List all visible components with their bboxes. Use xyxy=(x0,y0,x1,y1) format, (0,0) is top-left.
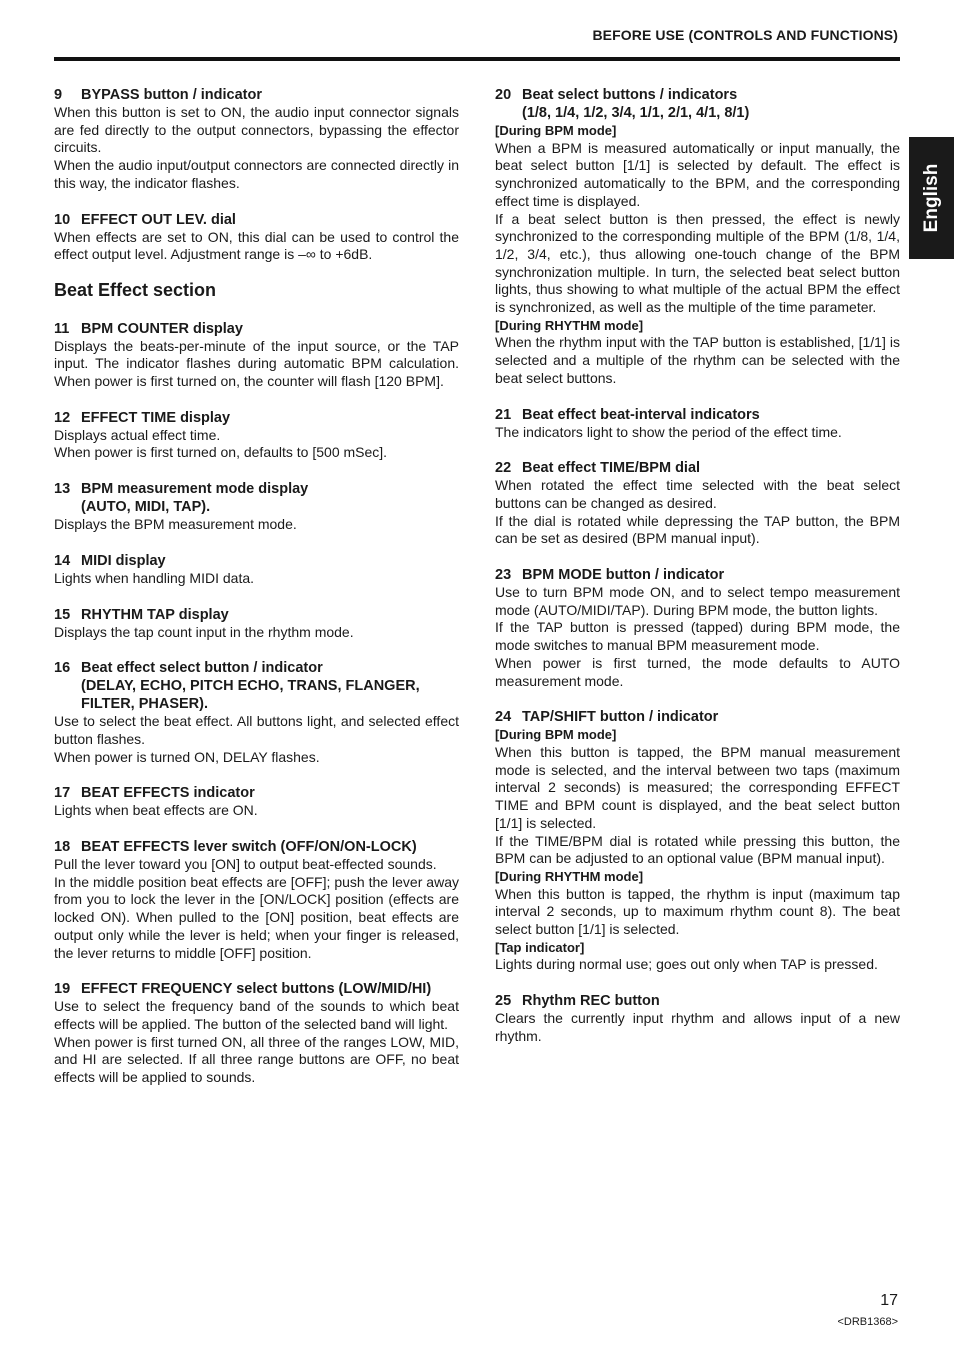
manual-item xyxy=(54,659,459,766)
item-heading xyxy=(54,980,459,998)
mode-label: [During BPM mode] xyxy=(495,123,617,138)
manual-item xyxy=(495,708,900,974)
manual-item xyxy=(54,409,459,462)
mode-label: [During RHYTHM mode] xyxy=(495,868,644,884)
item-paragraph: Lights during normal use; goes out only when TAP is pressed. xyxy=(495,956,878,973)
item-title: BPM COUNTER display xyxy=(81,320,243,337)
item-number: 21 xyxy=(495,406,512,423)
item-body xyxy=(54,570,459,588)
item-heading xyxy=(54,659,459,713)
item-body xyxy=(54,713,459,766)
item-number: 18 xyxy=(54,839,71,856)
item-heading xyxy=(495,86,900,122)
language-tab xyxy=(909,137,954,259)
item-subtitle: (DELAY, ECHO, PITCH ECHO, TRANS, FLANGER, FILTER, PHASER). xyxy=(81,678,420,713)
item-paragraph: Use to turn BPM mode ON, and to select tempo measurement mode (AUTO/MIDI/TAP). During BPM mode, the button lights. xyxy=(495,584,900,618)
item-body xyxy=(495,477,900,548)
item-body xyxy=(54,229,459,264)
item-title: MIDI display xyxy=(81,552,166,569)
item-paragraph: When a BPM is measured automatically or input manually, the beat select button [1/1] is selected by default. The effect is synchronized automatically to the BPM, and the corresponding effect time is displayed. xyxy=(495,139,900,209)
item-number: 12 xyxy=(54,409,71,426)
item-body xyxy=(495,726,900,974)
item-title: BYPASS button / indicator xyxy=(81,87,262,103)
item-title: EFFECT FREQUENCY select buttons (LOW/MID/HI) xyxy=(81,981,432,998)
manual-item xyxy=(495,406,900,442)
item-body xyxy=(495,122,900,388)
item-paragraph: When power is first turned, the mode defaults to AUTO measurement mode. xyxy=(495,654,900,689)
item-paragraph: If the TIME/BPM dial is rotated while pressing this button, the BPM can be adjusted to an optional value (BPM manual input). xyxy=(495,832,900,867)
item-number: 17 xyxy=(54,785,71,802)
item-number: 16 xyxy=(54,660,71,677)
mode-label: [During BPM mode] xyxy=(495,727,617,743)
header-rule xyxy=(54,57,900,61)
item-heading xyxy=(54,409,459,427)
manual-item xyxy=(495,86,900,388)
item-paragraph: If the TAP button is pressed (tapped) during BPM mode, the mode switches to manual BPM measurement mode. xyxy=(495,619,900,654)
manual-item xyxy=(54,86,459,193)
item-paragraph: Displays actual effect time. xyxy=(54,426,221,443)
mode-label: [Tap indicator] xyxy=(495,939,585,955)
item-paragraph: If the dial is rotated while depressing the TAP button, the BPM can be set as desired (BPM manual input). xyxy=(495,512,900,547)
item-heading xyxy=(54,606,459,624)
manual-item xyxy=(495,992,900,1045)
item-heading xyxy=(54,320,459,338)
language-tab-label: English xyxy=(920,163,942,233)
item-number: 25 xyxy=(495,993,512,1010)
manual-item xyxy=(495,459,900,548)
item-paragraph: Clears the currently input rhythm and allows input of a new rhythm. xyxy=(495,1010,900,1044)
item-title: BEAT EFFECTS lever switch (OFF/ON/ON-LOCK) xyxy=(81,839,417,856)
item-body xyxy=(495,584,900,690)
item-paragraph: When power is first turned ON, all three of the ranges LOW, MID, and HI are selected. If all three range buttons are OFF, no beat effects will be applied to sounds. xyxy=(54,1033,459,1086)
document-code: <DRB1368> xyxy=(837,1316,898,1328)
item-title: BPM measurement mode display xyxy=(81,481,309,498)
item-title: Beat effect select button / indicator xyxy=(81,660,323,677)
manual-item xyxy=(54,980,459,1087)
item-number: 10 xyxy=(54,211,71,228)
item-paragraph: Displays the BPM measurement mode. xyxy=(54,516,297,533)
page-number: 17 xyxy=(880,1292,898,1309)
manual-item xyxy=(54,552,459,588)
item-paragraph: When the audio input/output connectors are connected directly in this way, the indicator flashes. xyxy=(54,157,459,191)
item-paragraph: When the rhythm input with the TAP button is established, [1/1] is selected and a multiple of the rhythm can be selected with the beat select buttons. xyxy=(495,334,900,386)
item-title: Beat effect TIME/BPM dial xyxy=(522,460,701,477)
item-title: Beat effect beat-interval indicators xyxy=(522,406,760,423)
manual-item xyxy=(54,320,459,391)
item-paragraph: When this button is set to ON, the audio input connector signals are fed directly to the output connectors, bypassing the effector circuits. xyxy=(54,104,459,156)
item-number: 20 xyxy=(495,87,512,103)
item-number: 19 xyxy=(54,981,71,998)
item-paragraph: Displays the beats-per-minute of the input source, or the TAP input. The indicator flashes during automatic BPM calculation. When power is first turned on, the counter will flash [120 BPM]. xyxy=(54,337,459,390)
item-paragraph: When this button is tapped, the rhythm is input (maximum tap interval 2 seconds, up to maximum rhythm count 8). The beat select button [1/1] is selected. xyxy=(495,885,900,938)
item-paragraph: Lights when beat effects are ON. xyxy=(54,802,258,819)
item-title: EFFECT OUT LEV. dial xyxy=(81,211,236,228)
item-paragraph: Pull the lever toward you [ON] to output beat-effected sounds. xyxy=(54,856,437,873)
item-paragraph: The indicators light to show the period of the effect time. xyxy=(495,423,842,440)
item-paragraph: When power is turned ON, DELAY flashes. xyxy=(54,748,320,765)
item-body xyxy=(54,802,459,820)
item-heading xyxy=(495,566,900,584)
item-body xyxy=(54,624,459,642)
item-paragraph: In the middle position beat effects are [OFF]; push the lever away from you to lock the lever in the [ON/LOCK] position (effects are locked ON). When pulled to the [ON] position, beat effects are output only while the lever is held; when your finger is released, the lever returns to middle [OFF] position. xyxy=(54,873,459,961)
item-heading xyxy=(495,992,900,1010)
item-title: Rhythm REC button xyxy=(522,993,660,1010)
page-header-title: BEFORE USE (CONTROLS AND FUNCTIONS) xyxy=(592,27,898,43)
item-paragraph: Displays the tap count input in the rhythm mode. xyxy=(54,623,354,640)
item-paragraph: Lights when handling MIDI data. xyxy=(54,569,255,586)
item-paragraph: When effects are set to ON, this dial can be used to control the effect output level. Adjustment range is –∞ to +6dB. xyxy=(54,228,459,263)
item-number: 13 xyxy=(54,481,71,498)
item-heading xyxy=(54,838,459,856)
item-heading xyxy=(54,211,459,229)
item-title: RHYTHM TAP display xyxy=(81,606,229,623)
item-paragraph: When this button is tapped, the BPM manual measurement mode is selected, and the interval between two taps (maximum interval 2 seconds) is measured; the corresponding EFFECT TIME and BPM count is displayed, and the beat select button [1/1] is selected. xyxy=(495,743,900,831)
item-body xyxy=(54,427,459,462)
item-number: 11 xyxy=(54,320,70,337)
manual-item xyxy=(54,838,459,962)
item-title: Beat select buttons / indicators xyxy=(522,87,738,103)
manual-item xyxy=(54,211,459,264)
manual-item xyxy=(54,784,459,820)
item-paragraph: Use to select the beat effect. All buttons light, and selected effect button flashes. xyxy=(54,713,459,747)
right-column xyxy=(495,86,900,1064)
item-title: BEAT EFFECTS indicator xyxy=(81,785,255,802)
left-column xyxy=(54,86,459,1105)
manual-item xyxy=(495,566,900,690)
item-body xyxy=(54,104,459,193)
item-heading xyxy=(54,86,459,104)
section-title: Beat Effect section xyxy=(54,279,217,300)
item-heading xyxy=(54,552,459,570)
item-paragraph: If a beat select button is then pressed, the effect is newly synchronized to the corresponding multiple of the BPM (1/8, 1/4, 1/2, 3/4, etc.), thus allowing one-touch change of the BPM synchronization multiple. In turn, the selected beat select button lights, thus showing to what multiple of the actual BPM the effect is synchronized, as well as the multiple of the time parameter. xyxy=(495,210,900,316)
item-heading xyxy=(495,459,900,477)
item-paragraph: Use to select the frequency band of the sounds to which beat effects will be applied. The button of the selected band will light. xyxy=(54,998,459,1032)
left-items-b xyxy=(54,320,459,1087)
item-number: 14 xyxy=(54,552,71,569)
item-number: 15 xyxy=(54,606,71,623)
item-number: 24 xyxy=(495,709,512,726)
item-paragraph: When rotated the effect time selected with the beat select buttons can be changed as desired. xyxy=(495,477,900,511)
item-body xyxy=(495,424,900,442)
item-heading xyxy=(495,406,900,424)
manual-item xyxy=(54,480,459,534)
item-title: TAP/SHIFT button / indicator xyxy=(522,709,719,726)
left-items-a xyxy=(54,86,459,264)
item-paragraph: When power is first turned on, defaults to [500 mSec]. xyxy=(54,444,388,461)
item-number: 23 xyxy=(495,567,512,584)
item-title: EFFECT TIME display xyxy=(81,409,231,426)
manual-item xyxy=(54,606,459,642)
item-body xyxy=(495,1010,900,1045)
mode-label: [During RHYTHM mode] xyxy=(495,317,644,333)
item-heading xyxy=(54,784,459,802)
item-body xyxy=(54,516,459,534)
item-heading xyxy=(54,480,459,516)
item-body xyxy=(54,998,459,1087)
item-body xyxy=(54,338,459,391)
item-subtitle: (1/8, 1/4, 1/2, 3/4, 1/1, 2/1, 4/1, 8/1) xyxy=(522,105,750,121)
item-number: 9 xyxy=(54,87,63,103)
item-body xyxy=(54,856,459,962)
item-number: 22 xyxy=(495,460,512,477)
item-title: BPM MODE button / indicator xyxy=(522,567,725,584)
item-subtitle: (AUTO, MIDI, TAP). xyxy=(81,499,211,516)
item-heading xyxy=(495,708,900,726)
